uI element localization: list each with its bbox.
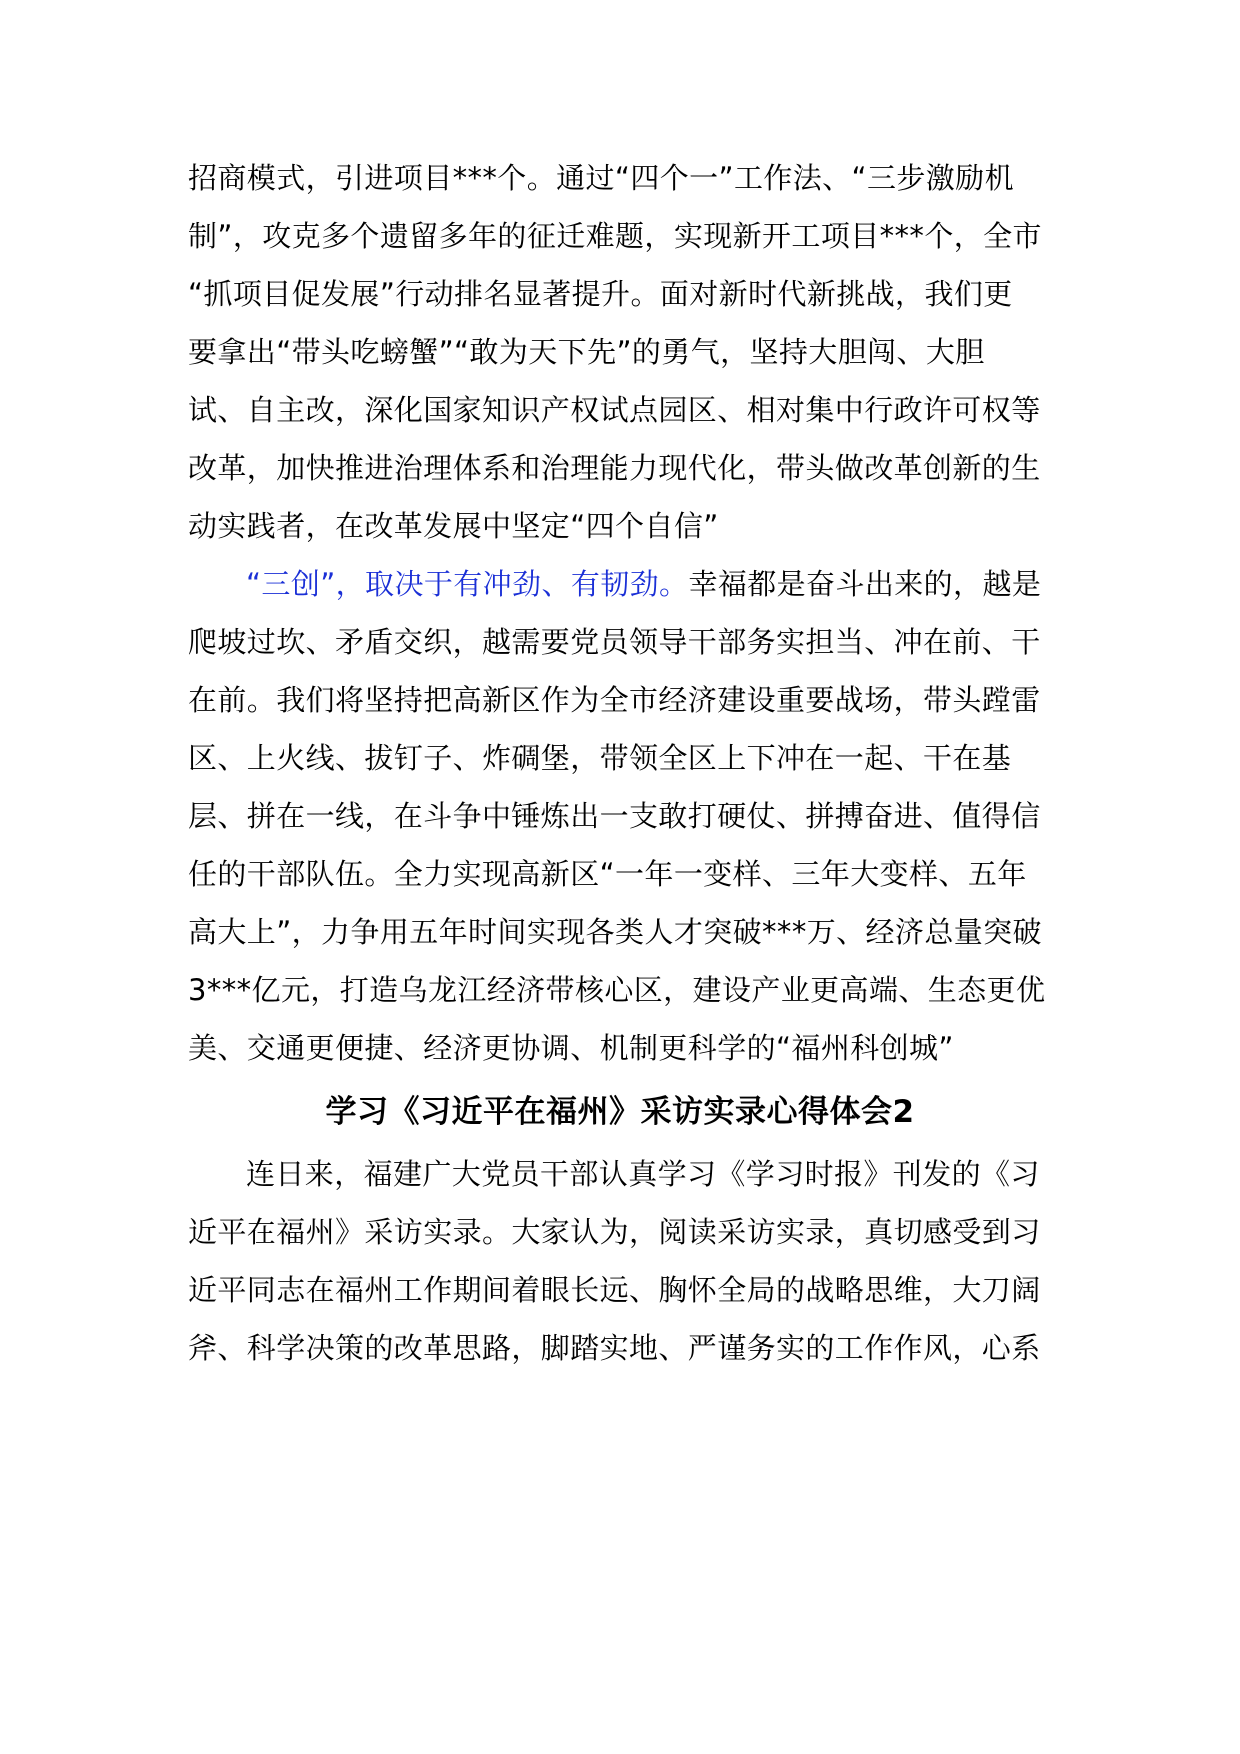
paragraph-line: 美、交通更便捷、经济更协调、机制更科学的“福州科创城” [188, 1031, 954, 1065]
paragraph-line: 近平同志在福州工作期间着眼长远、胸怀全局的战略思维，大刀阔 [188, 1273, 1041, 1307]
highlighted-lead: “三创”，取决于有冲劲、有韧劲。 [246, 567, 689, 601]
paragraph-line: 爬坡过坎、矛盾交织，越需要党员领导干部务实担当、冲在前、干 [188, 625, 1041, 659]
paragraph-line: 动实践者，在改革发展中坚定“四个自信” [188, 509, 719, 543]
section-title: 学习《习近平在福州》采访实录心得体会2 [325, 1094, 915, 1130]
paragraph-line: 任的干部队伍。全力实现高新区“一年一变样、三年大变样、五年 [188, 857, 1027, 891]
paragraph-line: 要拿出“带头吃螃蟹”“敢为天下先”的勇气，坚持大胆闯、大胆 [188, 335, 985, 369]
lead-continuation: 幸福都是奋斗出来的，越是 [688, 567, 1042, 601]
paragraph-line: 在前。我们将坚持把高新区作为全市经济建设重要战场，带头蹚雷 [188, 683, 1041, 717]
paragraph-line: 斧、科学决策的改革思路，脚踏实地、严谨务实的工作作风，心系 [188, 1331, 1041, 1365]
paragraph-first-line [246, 564, 1041, 604]
paragraph-line: 改革，加快推进治理体系和治理能力现代化，带头做改革创新的生 [188, 451, 1041, 485]
paragraph-line: 层、拼在一线，在斗争中锤炼出一支敢打硬仗、拼搏奋进、值得信 [188, 799, 1041, 833]
paragraph-first-line: 连日来，福建广大党员干部认真学习《学习时报》刊发的《习 [246, 1157, 1040, 1191]
paragraph-line: 区、上火线、拔钉子、炸碉堡，带领全区上下冲在一起、干在基 [188, 741, 1012, 775]
paragraph-line: 近平在福州》采访实录。大家认为，阅读采访实录，真切感受到习 [188, 1215, 1041, 1249]
paragraph-line: 试、自主改，深化国家知识产权试点园区、相对集中行政许可权等 [188, 393, 1041, 427]
paragraph-line: 招商模式，引进项目***个。通过“四个一”工作法、“三步激励机 [188, 161, 1014, 195]
paragraph-line: 3***亿元，打造乌龙江经济带核心区，建设产业更高端、生态更优 [188, 973, 1046, 1007]
paragraph-line: “抓项目促发展”行动排名显著提升。面对新时代新挑战，我们更 [188, 277, 1013, 311]
paragraph-line: 高大上”，力争用五年时间实现各类人才突破***万、经济总量突破 [188, 915, 1042, 949]
paragraph-line: 制”，攻克多个遗留多年的征迁难题，实现新开工项目***个，全市 [188, 219, 1042, 253]
